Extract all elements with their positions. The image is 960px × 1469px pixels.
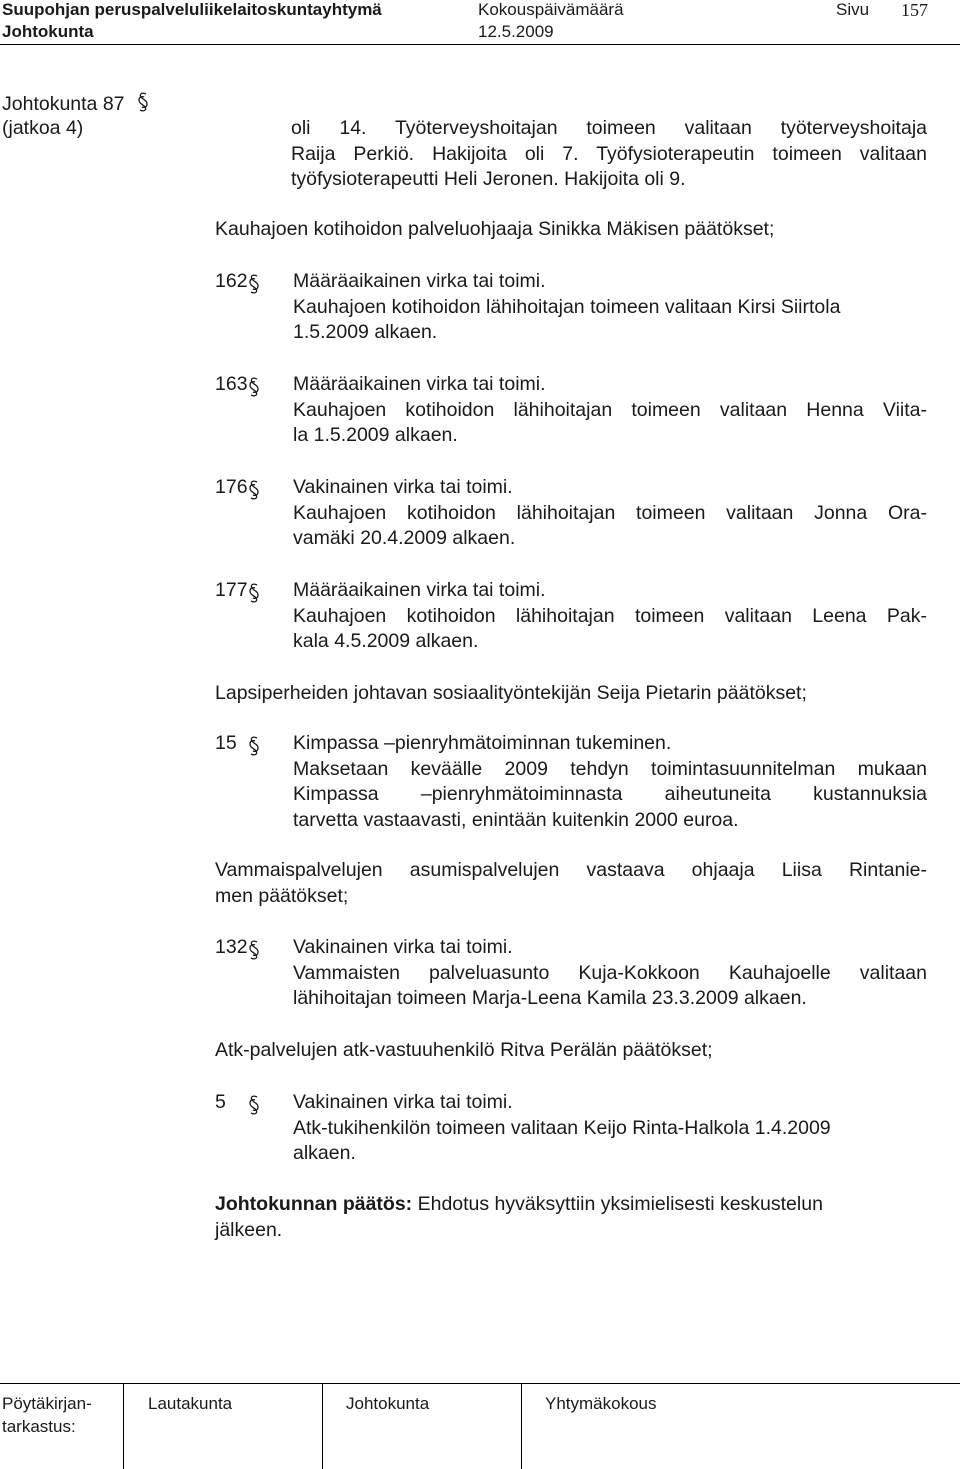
- decision-line: Vammaisten palveluasunto Kuja-Kokkoon Kauhajoelle valitaan: [293, 961, 927, 984]
- decision-number: 163: [215, 373, 248, 395]
- heading-line: Vammaispalvelujen asumispalvelujen vastaava ohjaaja Liisa Rintanie-: [215, 859, 927, 881]
- decision-line: Vakinainen virka tai toimi.: [293, 936, 513, 958]
- intro-paragraph: [291, 116, 927, 193]
- doc-type: Kokouspäivämäärä: [478, 0, 624, 19]
- decision-line: Kimpassa –pienryhmätoiminnasta aiheutuneita kustannuksia: [293, 783, 927, 805]
- continued-label: (jatkoa 4): [2, 117, 84, 139]
- footer-rule: [0, 1383, 960, 1384]
- check-label-2: tarkastus:: [2, 1417, 76, 1436]
- body-name: Johtokunta: [2, 22, 94, 41]
- decision-line: la 1.5.2009 alkaen.: [293, 424, 458, 446]
- header-rule: [0, 44, 960, 45]
- intro-line: Raija Perkiö. Hakijoita oli 7. Työfysioterapeutin toimeen valitaan: [291, 142, 927, 165]
- decision-line: Kauhajoen kotihoidon lähihoitajan toimeen valitaan Leena Pak-: [293, 604, 927, 627]
- section-sign-icon: [247, 734, 261, 758]
- footer-divider: [521, 1384, 522, 1469]
- footer-divider: [322, 1384, 323, 1469]
- decision-text-cont: jälkeen.: [215, 1218, 283, 1241]
- page-label: Sivu: [836, 0, 870, 19]
- page-number: 157: [901, 0, 928, 20]
- decision-number: 176: [215, 476, 248, 498]
- footer-col-johtokunta: Johtokunta: [346, 1394, 430, 1413]
- decision-line: Maksetaan keväälle 2009 tehdyn toimintasuunnitelman mukaan: [293, 757, 927, 780]
- decision-line: Kauhajoen kotihoidon lähihoitajan toimeen valitaan Henna Viita-: [293, 398, 927, 421]
- org-name: Suupohjan peruspalveluliikelaitoskuntayhtymä: [2, 0, 382, 19]
- section-sign-icon: [247, 1093, 261, 1117]
- decision-line: lähihoitajan toimeen Marja-Leena Kamila 23.3.2009 alkaen.: [293, 987, 807, 1009]
- section-ref: [2, 90, 150, 118]
- footer-divider: [123, 1384, 124, 1469]
- section-sign-icon: [247, 581, 261, 605]
- decision-line: vamäki 20.4.2009 alkaen.: [293, 527, 516, 549]
- section-heading: Atk-palvelujen atk-vastuuhenkilö Ritva Perälän päätökset;: [215, 1039, 713, 1061]
- decision-number: 15: [215, 732, 237, 754]
- decision-number: 177: [215, 579, 248, 601]
- decision-text: Ehdotus hyväksyttiin yksimielisesti keskustelun: [412, 1193, 823, 1215]
- decision-number: 162: [215, 270, 248, 292]
- section-sign-icon: [247, 375, 261, 399]
- footer-col-lautakunta: Lautakunta: [148, 1394, 233, 1413]
- decision-line: tarvetta vastaavasti, enintään kuitenkin 2000 euroa.: [293, 808, 739, 831]
- decision-line: kala 4.5.2009 alkaen.: [293, 630, 479, 652]
- decision-line: Määräaikainen virka tai toimi.: [293, 373, 546, 395]
- section-ref-label: Johtokunta 87: [2, 93, 125, 115]
- section-sign-icon: [136, 90, 150, 114]
- decision-line: Määräaikainen virka tai toimi.: [293, 270, 546, 292]
- check-label: Pöytäkirjan-: [2, 1394, 92, 1413]
- section-sign-icon: [247, 272, 261, 296]
- decision-line: Määräaikainen virka tai toimi.: [293, 579, 546, 601]
- section-heading: [215, 858, 927, 909]
- section-heading: Kauhajoen kotihoidon palveluohjaaja Sinikka Mäkisen päätökset;: [215, 218, 775, 240]
- decision-line: Vakinainen virka tai toimi.: [293, 476, 513, 498]
- intro-line: työfysioterapeutti Heli Jeronen. Hakijoita oli 9.: [291, 168, 686, 190]
- decision-line: Atk-tukihenkilön toimeen valitaan Keijo Rinta-Halkola 1.4.2009: [293, 1116, 831, 1139]
- decision-number: 132: [215, 936, 248, 958]
- decision-line: Vakinainen virka tai toimi.: [293, 1091, 513, 1113]
- decision-line: alkaen.: [293, 1142, 356, 1164]
- section-heading: Lapsiperheiden johtavan sosiaalityöntekijän Seija Pietarin päätökset;: [215, 682, 807, 704]
- board-decision: [215, 1192, 927, 1243]
- decision-line: Kauhajoen kotihoidon lähihoitajan toimeen valitaan Jonna Ora-: [293, 501, 927, 524]
- heading-line: men päätökset;: [215, 884, 349, 907]
- decision-line: Kauhajoen kotihoidon lähihoitajan toimeen valitaan Kirsi Siirtola: [293, 295, 841, 318]
- section-sign-icon: [247, 478, 261, 502]
- decision-number: 5: [215, 1091, 226, 1113]
- decision-line: Kimpassa –pienryhmätoiminnan tukeminen.: [293, 732, 672, 754]
- section-sign-icon: [247, 938, 261, 962]
- meeting-date: 12.5.2009: [478, 22, 554, 41]
- footer-col-yhtymakokous: Yhtymäkokous: [545, 1394, 657, 1413]
- intro-line: oli 14. Työterveyshoitajan toimeen valitaan työterveyshoitaja: [291, 117, 927, 139]
- decision-line: 1.5.2009 alkaen.: [293, 321, 438, 343]
- decision-label: Johtokunnan päätös:: [215, 1193, 413, 1215]
